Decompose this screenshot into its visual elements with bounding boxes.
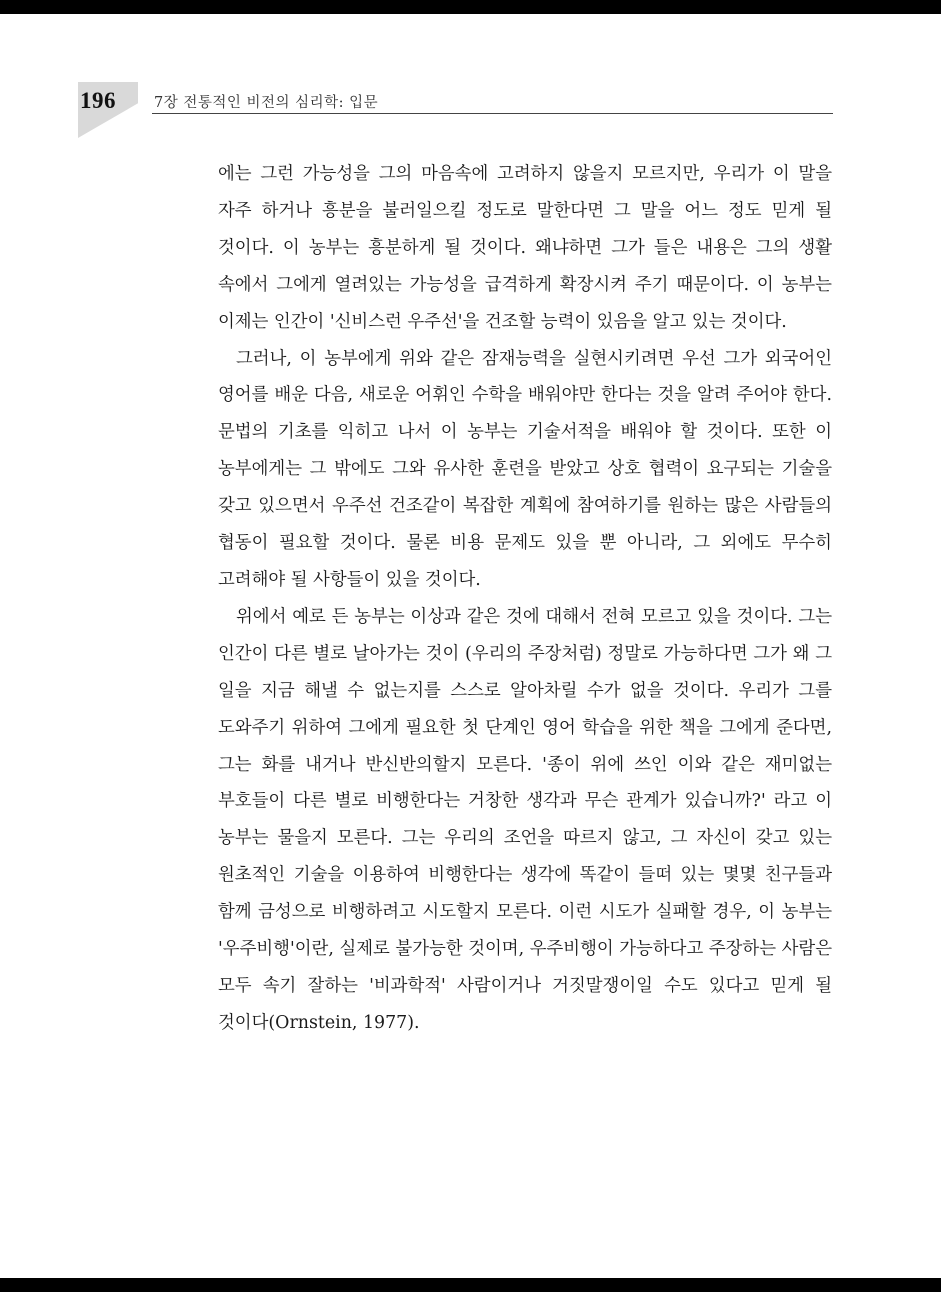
page-top-border — [0, 0, 941, 14]
page-number: 196 — [80, 88, 116, 113]
running-head: 7장 전통적인 비전의 심리학: 입문 — [154, 95, 379, 111]
body-text — [218, 156, 832, 1042]
paragraph-2: 그러나, 이 농부에게 위와 같은 잠재능력을 실현시키려면 우선 그가 외국어인 영어를 배운 다음, 새로운 어휘인 수학을 배워야만 한다는 것을 알려 주어야 한다. 문법의 기초를 익히고 나서 이 농부는 기술서적을 배워야 할 것이다. 또한 이 농부에게는 그 밖에도 그와 유사한 훈련을 받았고 상호 협력이 요구되는 기술을 갖고 있으면서 우주선 건조같이 복잡한 계획에 참여하기를 원하는 많은 사람들의 협동이 필요할 것이다. 물론 비용 문제도 있을 뿐 아니라, 그 외에도 무수히 고려해야 될 사항들이 있을 것이다. — [218, 348, 832, 590]
page-bottom-border — [0, 1278, 941, 1292]
paragraph-3: 위에서 예로 든 농부는 이상과 같은 것에 대해서 전혀 모르고 있을 것이다. 그는 인간이 다른 별로 날아가는 것이 (우리의 주장처럼) 정말로 가능하다면 그가 왜 그 일을 지금 해낼 수 없는지를 스스로 알아차릴 수가 없을 것이다. 우리가 그를 도와주기 위하여 그에게 필요한 첫 단계인 영어 학습을 위한 책을 그에게 준다면, 그는 화를 내거나 반신반의할지 모른다. '종이 위에 쓰인 이와 같은 재미없는 부호들이 다른 별로 비행한다는 거창한 생각과 무슨 관계가 있습니까?' 라고 이 농부는 물을지 모른다. 그는 우리의 조언을 따르지 않고, 그 자신이 갖고 있는 원초적인 기술을 이용하여 비행한다는 생각에 똑같이 들떠 있는 몇몇 친구들과 함께 금성으로 비행하려고 시도할지 모른다. 이런 시도가 실패할 경우, 이 농부는 '우주비행'이란, 실제로 불가능한 것이며, 우주비행이 가능하다고 주장하는 사람은 모두 속기 잘하는 '비과학적' 사람이거나 거짓말쟁이일 수도 있다고 믿게 될 것이다(Ornstein, 1977). — [218, 606, 832, 1033]
paragraph-1: 에는 그런 가능성을 그의 마음속에 고려하지 않을지 모르지만, 우리가 이 말을 자주 하거나 흥분을 불러일으킬 정도로 말한다면 그 말을 어느 정도 믿게 될 것이다. 이 농부는 흥분하게 될 것이다. 왜냐하면 그가 들은 내용은 그의 생활 속에서 그에게 열려있는 가능성을 급격하게 확장시켜 주기 때문이다. 이 농부는 이제는 인간이 '신비스런 우주선'을 건조할 능력이 있음을 알고 있는 것이다. — [218, 164, 832, 332]
header-rule — [152, 113, 833, 114]
